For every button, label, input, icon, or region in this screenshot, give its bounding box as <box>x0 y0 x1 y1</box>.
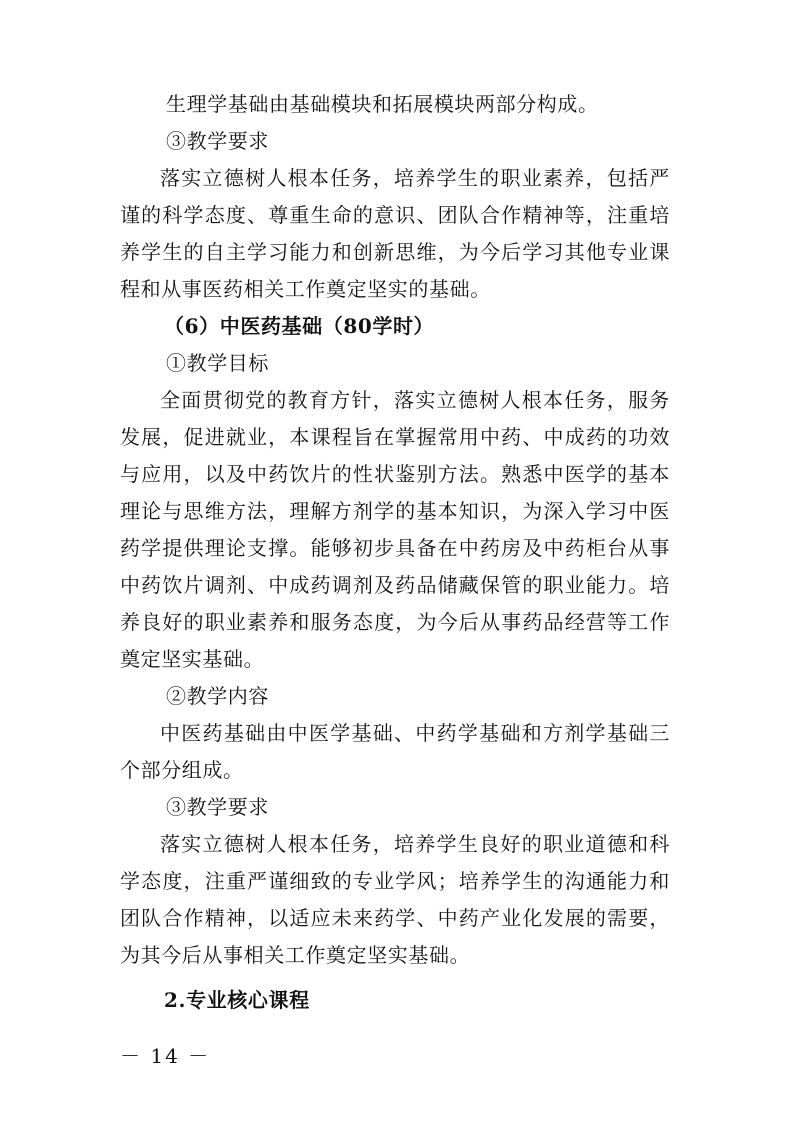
page-number: － 14 － <box>120 1044 211 1068</box>
goals-heading: ①教学目标 <box>166 351 269 375</box>
document-body <box>120 86 670 1019</box>
section-a-requirements-heading: ③教学要求 <box>166 129 269 153</box>
requirements-heading: ③教学要求 <box>166 795 269 819</box>
content-heading: ②教学内容 <box>166 684 269 708</box>
section-a-requirements-paragraph: 落实立德树人根本任务，培养学生的职业素养，包括严谨的科学态度、尊重生命的意识、团队合作精神等，注重培养学生的自主学习能力和创新思维，为今后学习其他专业课程和从事医药相关工作奠定坚实的基础。 <box>120 166 670 301</box>
section-2-title: 2.专业核心课程 <box>164 988 310 1012</box>
course-6-title: （6）中医药基础（80学时） <box>164 314 435 338</box>
goals-paragraph: 全面贯彻党的教育方针，落实立德树人根本任务，服务发展，促进就业，本课程旨在掌握常用中药、中成药的功效与应用，以及中药饮片的性状鉴别方法。熟悉中医学的基本理论与思维方法，理解方剂学的基本知识，为深入学习中医药学提供理论支撑。能够初步具备在中药房及中药柜台从事中药饮片调剂、中成药调剂及药品储藏保管的职业能力。培养良好的职业素养和服务态度，为今后从事药品经营等工作奠定坚实基础。 <box>120 388 670 671</box>
intro-line: 生理学基础由基础模块和拓展模块两部分构成。 <box>166 92 599 116</box>
content-paragraph: 中医药基础由中医学基础、中药学基础和方剂学基础三个部分组成。 <box>120 721 670 782</box>
requirements-paragraph: 落实立德树人根本任务，培养学生良好的职业道德和科学态度，注重严谨细致的专业学风；培养学生的沟通能力和团队合作精神，以适应未来药学、中药产业化发展的需要，为其今后从事相关工作奠定坚实基础。 <box>120 832 670 967</box>
